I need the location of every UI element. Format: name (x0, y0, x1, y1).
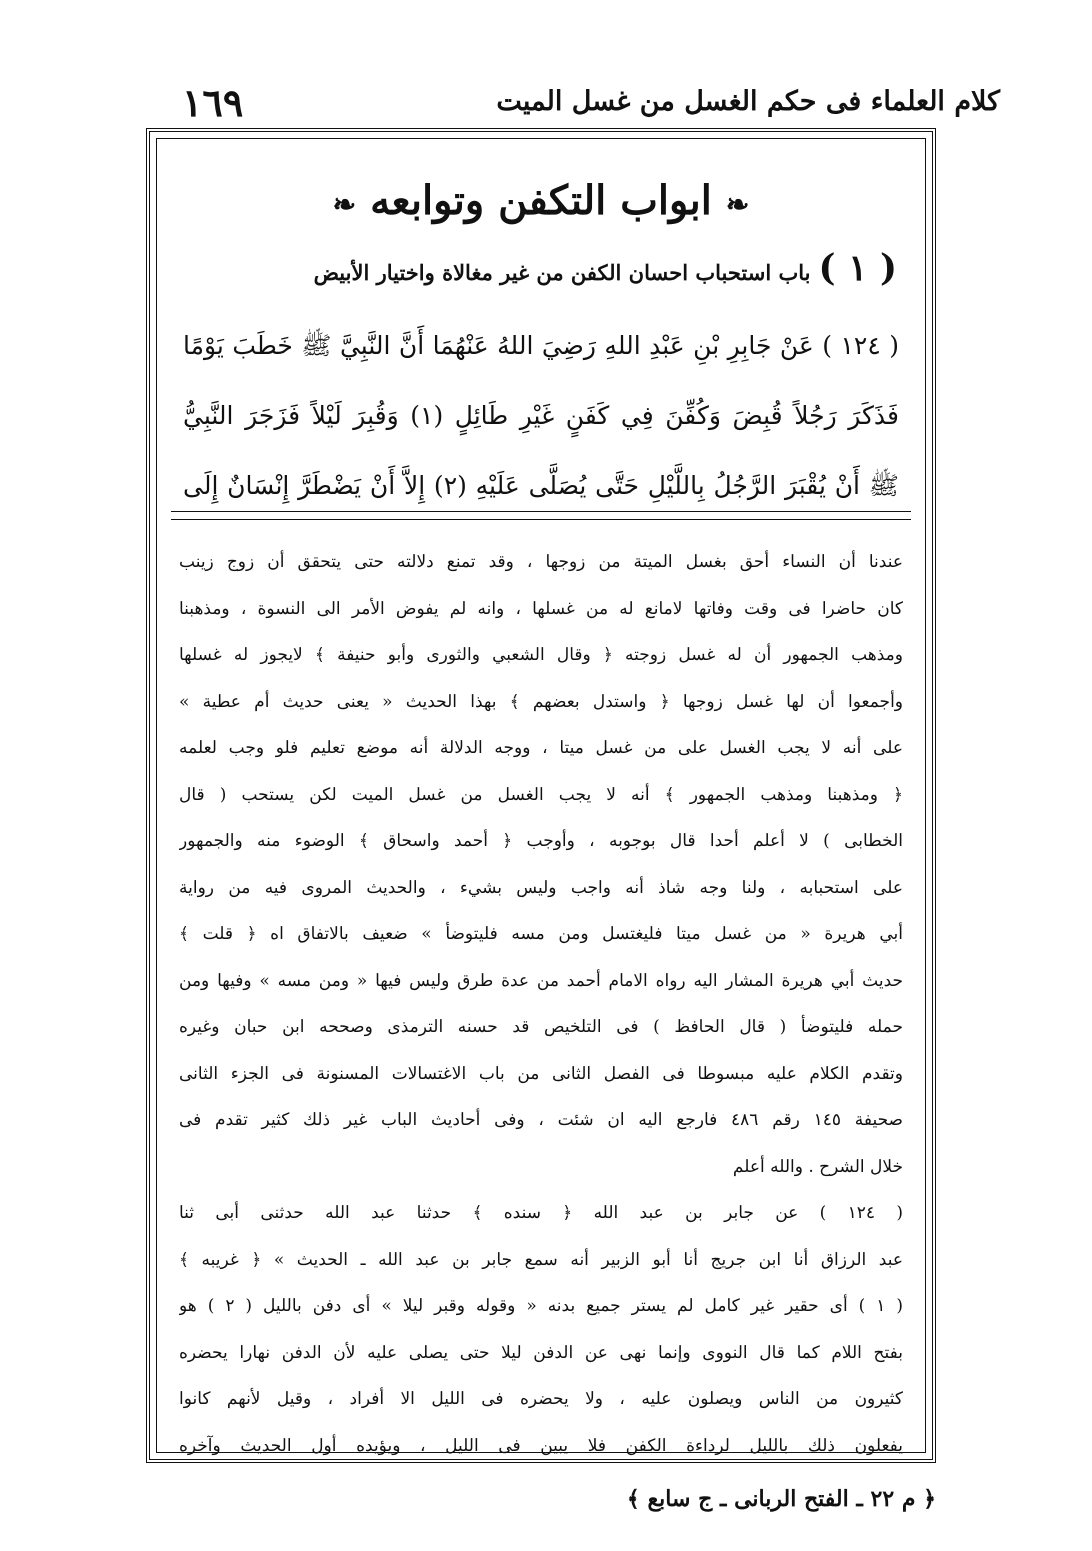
commentary-line: وأجمعوا أن لها غسل زوجها ﴿ واستدل بعضهم ﴾ بهذا الحديث « يعنى حديث أم عطية » (179, 691, 903, 712)
footer-signature: ﴿ م ٢٢ ـ الفتح الربانى ـ ج سابع ﴾ (626, 1486, 936, 1512)
commentary-line: ﴿ ومذهبنا ومذهب الجمهور ﴾ أنه لا يجب الغسل من غسل الميت لكن يستحب ( قال (179, 784, 903, 805)
commentary-line: ( ١ ) أى حقير غير كامل لم يستر جميع بدنه « وقوله وقبر ليلا » أى دفن بالليل ( ٢ ) هو (179, 1296, 903, 1316)
hadith-line: ﷺ أَنْ يُقْبَرَ الرَّجُلُ بِاللَّيْلِ حَتَّى يُصَلَّى عَلَيْهِ (٢) إِلاَّ أَنْ يَضْطَرَّ إِنْسَانٌ إِلَى (183, 471, 899, 500)
page-frame-inner (156, 138, 926, 1456)
bab-title: باب استحباب احسان الكفن من غير مغالاة واختيار الأبيض (313, 260, 811, 285)
chapter-title (157, 177, 925, 224)
commentary-line: عندنا أن النساء أحق بغسل الميتة من زوجها ، وقد تمنع دلالته حتى يتحقق أن زوج زينب (179, 552, 903, 572)
commentary-line: الخطابى ) لا أعلم أحدا قال بوجوبه ، وأوجب ﴿ أحمد واسحاق ﴾ الوضوء منه والجمهور (179, 831, 903, 851)
commentary-line: حديث أبي هريرة المشار اليه رواه الامام أحمد من عدة طرق وليس فيها « ومن مسه » وفيها ومن (179, 970, 903, 991)
divider-line (171, 519, 911, 520)
commentary-line: وتقدم الكلام عليه مبسوطا فى الفصل الثانى من باب الاغتسالات المسنونة فى الجزء الثانى (179, 1063, 903, 1084)
ornament-right-icon: ❧ (725, 188, 750, 221)
bab-number: ( ١ ) (818, 247, 897, 289)
hadith-line: ( ١٢٤ ) عَنْ جَابِرِ بْنِ عَبْدِ اللهِ رَضِيَ اللهُ عَنْهُمَا أَنَّ النَّبِيَّ ﷺ خَطَبَ يَوْمًا (183, 331, 899, 360)
commentary-line: على أنه لا يجب الغسل على من غسل ميتا ، ووجه الدلالة أنه موضع تعليم فلو وجب لعلمه (179, 738, 903, 758)
running-header (140, 80, 1000, 132)
commentary-line: كثيرون من الناس ويصلون عليه ، ولا يحضره فى الليل الا أفراد ، وقيل لأنهم كانوا (179, 1389, 903, 1409)
commentary-line: ( ١٢٤ ) عن جابر بن عبد الله ﴿ سنده ﴾ حدثنا عبد الله حدثنى أبى ثنا (179, 1203, 903, 1223)
chapter-title-text: ابواب التكفن وتوابعه (370, 177, 712, 224)
ornament-left-icon: ❧ (332, 188, 357, 221)
commentary-line: أبي هريرة « من غسل ميتا فليغتسل ومن مسه فليتوضأ » ضعيف بالاتفاق اه ﴿ قلت ﴾ (179, 924, 903, 944)
commentary-line: صحيفة ١٤٥ رقم ٤٨٦ فارجع اليه ان شئت ، وفى أحاديث الباب غير ذلك كثير تقدم فى (179, 1110, 903, 1130)
page-frame (146, 128, 936, 1463)
divider-line (171, 511, 911, 512)
commentary-line: حمله فليتوضأ ( قال الحافظ ) فى التلخيص قد حسنه الترمذى وصححه ابن حبان وغيره (179, 1017, 903, 1037)
commentary-line: ومذهب الجمهور أن له غسل زوجته ﴿ وقال الشعبي والثورى وأبو حنيفة ﴾ لايجوز له غسلها (179, 645, 903, 665)
hadith-text (183, 311, 899, 521)
running-title: كلام العلماء فى حكم الغسل من غسل الميت (496, 86, 1000, 117)
hadith-line: فَذَكَرَ رَجُلاً قُبِضَ وَكُفِّنَ فِي كَفَنٍ غَيْرِ طَائِلٍ (١) وَقُبِرَ لَيْلاً فَزَجَرَ النَّبِيُّ (183, 401, 899, 430)
commentary-line: يفعلون ذلك بالليل لرداءة الكفن فلا يبين فى الليل ، ويؤيده أول الحديث وآخره (179, 1435, 903, 1456)
page-number: ١٦٩ (182, 80, 244, 125)
commentary-line: على استحبابه ، ولنا وجه شاذ أنه واجب وليس بشيء ، والحديث المروى فيه من رواية (179, 877, 903, 898)
bab-heading (185, 247, 897, 289)
commentary-line: كان حاضرا فى وقت وفاتها لامانع له من غسلها ، وانه لم يفوض الأمر الى النسوة ، ومذهبنا (179, 598, 903, 619)
commentary-text (179, 539, 903, 1469)
commentary-line: خلال الشرح . والله أعلم (732, 1156, 903, 1177)
commentary-line: عبد الرزاق أنا ابن جريج أنا أبو الزبير أنه سمع جابر بن عبد الله ـ الحديث » ﴿ غريبه ﴾ (179, 1249, 903, 1270)
commentary-line: بفتح اللام كما قال النووى وإنما نهى عن الدفن ليلا حتى يصلى عليه لأن الدفن نهارا يحضره (179, 1342, 903, 1363)
